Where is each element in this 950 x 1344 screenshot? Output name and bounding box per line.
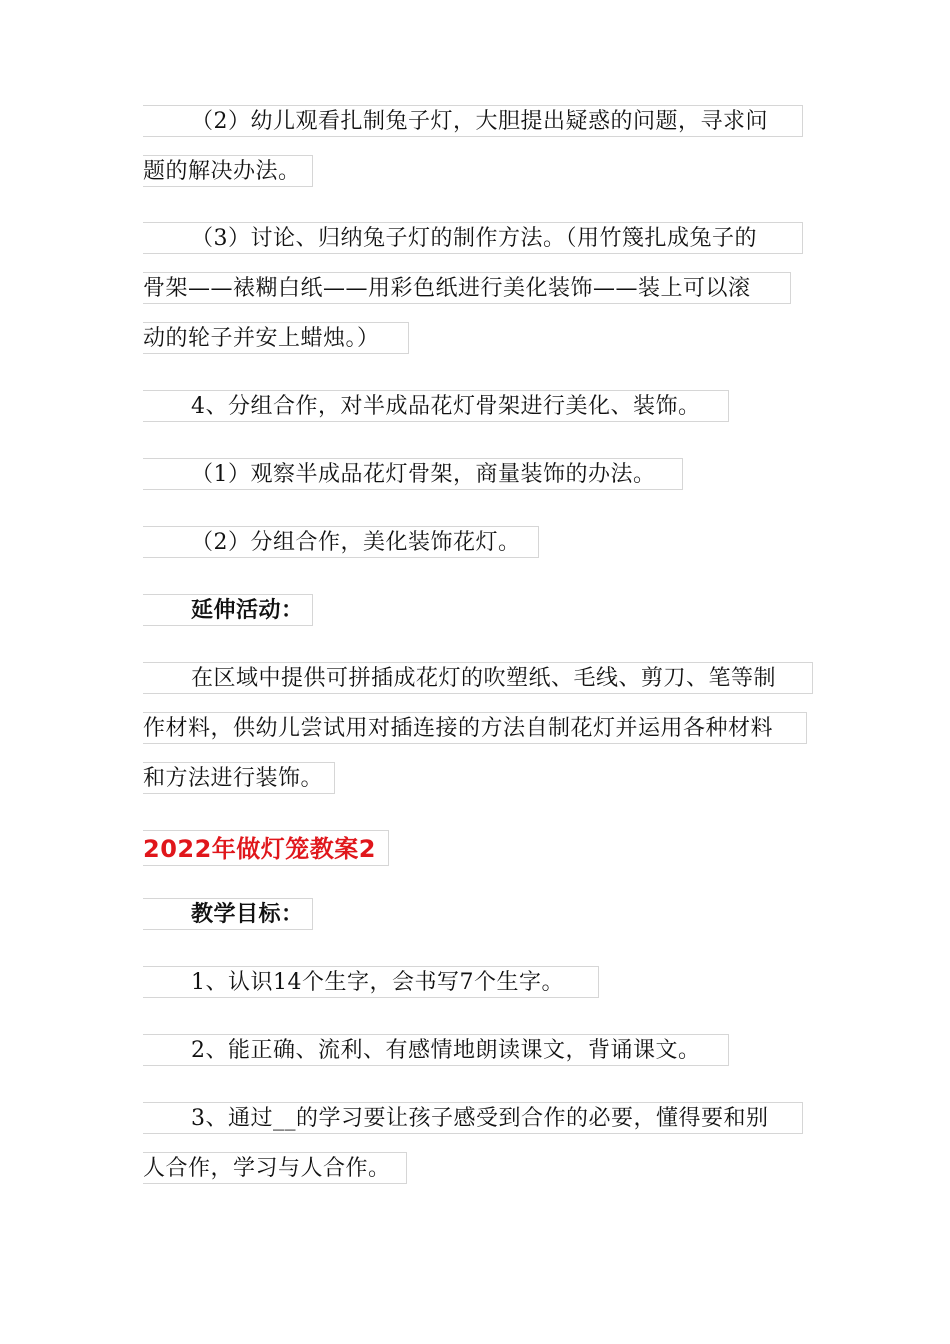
paragraph-line: 动的轮子并安上蜡烛。） [143,322,409,354]
paragraph-line: 在区域中提供可拼插成花灯的吹塑纸、毛线、剪刀、笔等制 [143,662,813,694]
paragraph-line: （2）分组合作，美化装饰花灯。 [143,526,539,558]
goal-line: 人合作，学习与人合作。 [143,1152,407,1184]
paragraph-line: （2）幼儿观看扎制兔子灯，大胆提出疑惑的问题，寻求问 [143,105,803,137]
extension-activity-label: 延伸活动： [143,594,313,626]
section-title: 2022年做灯笼教案2 [143,830,389,866]
paragraph-line: 题的解决办法。 [143,155,313,187]
paragraph-line: 作材料，供幼儿尝试用对插连接的方法自制花灯并运用各种材料 [143,712,807,744]
paragraph-line: （3）讨论、归纳兔子灯的制作方法。（用竹篾扎成兔子的 [143,222,803,254]
teaching-goals-label: 教学目标： [143,898,313,930]
paragraph-line: 和方法进行装饰。 [143,762,335,794]
paragraph-line: 4、分组合作，对半成品花灯骨架进行美化、装饰。 [143,390,729,422]
goal-line: 1、认识14个生字，会书写7个生字。 [143,966,599,998]
paragraph-line: 骨架——裱糊白纸——用彩色纸进行美化装饰——装上可以滚 [143,272,791,304]
goal-line: 2、能正确、流利、有感情地朗读课文，背诵课文。 [143,1034,729,1066]
paragraph-line: （1）观察半成品花灯骨架，商量装饰的办法。 [143,458,683,490]
goal-line: 3、通过__的学习要让孩子感受到合作的必要，懂得要和别 [143,1102,803,1134]
